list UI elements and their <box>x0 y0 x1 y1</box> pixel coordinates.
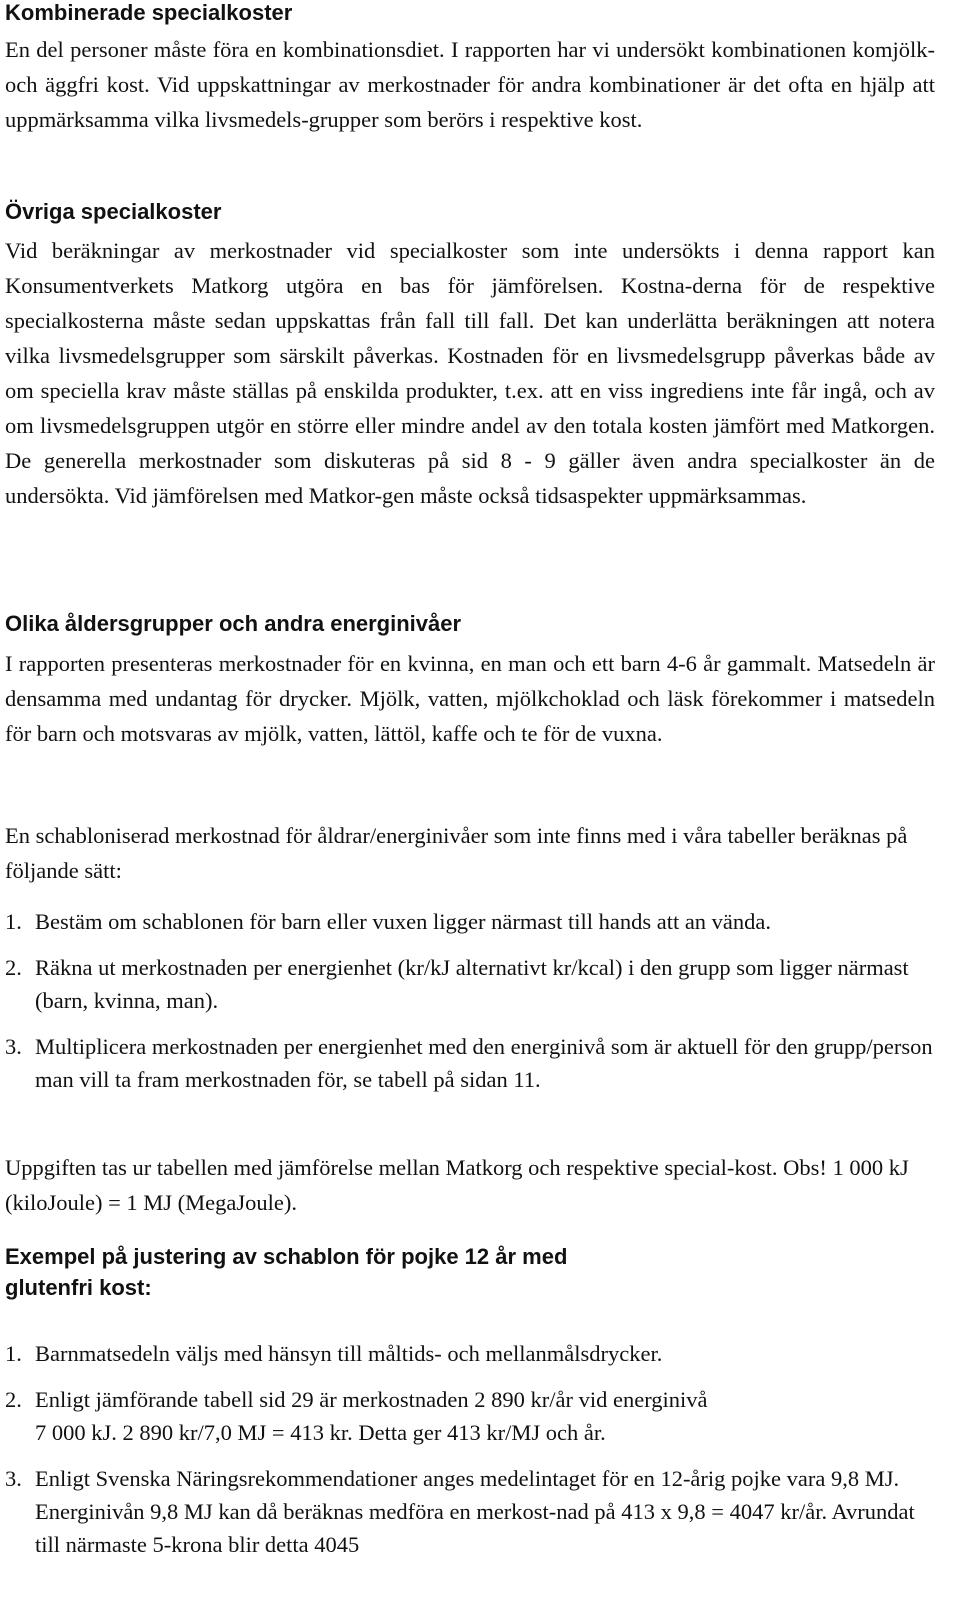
list-item-number: 2. <box>5 955 22 980</box>
list-item-number: 1. <box>5 909 22 934</box>
heading-example-line-1: Exempel på justering av schablon för pojke 12 år med <box>5 1244 568 1269</box>
list-item <box>5 905 935 938</box>
list-item-number: 3. <box>5 1034 22 1059</box>
list-item-text: Bestäm om schablonen för barn eller vuxen ligger närmast till hands att an vända. <box>35 909 772 934</box>
list-item-text: Barnmatsedeln väljs med hänsyn till måltids- och mellanmålsdrycker. <box>35 1341 663 1366</box>
heading-combined-diets: Kombinerade specialkoster <box>5 0 293 25</box>
list-item-number: 3. <box>5 1466 22 1491</box>
paragraph-schablon-method: En schabloniserad merkostnad för åldrar/energinivåer som inte finns med i våra tabeller beräknas på följande sätt: <box>5 823 908 883</box>
heading-age-groups: Olika åldersgrupper och andra energinivåer <box>5 611 462 636</box>
list-item <box>5 1383 935 1449</box>
list-item-text: Enligt Svenska Näringsrekommendationer anges medelintaget för en 12-årig pojke vara 9,8 MJ. Energinivån 9,8 MJ kan då beräknas medföra en merkost-nad på 413 x 9,8 = 4047 kr/år. Avrundat till närmaste 5-krona blir detta 4045 <box>35 1466 915 1557</box>
list-item <box>5 951 935 1017</box>
list-example-steps <box>5 1337 935 1561</box>
paragraph-table-reference: Uppgiften tas ur tabellen med jämförelse mellan Matkorg och respektive special-kost. Obs! 1 000 kJ (kiloJoule) = 1 MJ (MegaJoule). <box>5 1155 909 1215</box>
list-item-text-line-1: Enligt jämförande tabell sid 29 är merkostnaden 2 890 kr/år vid energinivå <box>35 1387 708 1412</box>
list-item-text-line-2: 7 000 kJ. 2 890 kr/7,0 MJ = 413 kr. Detta ger 413 kr/MJ och år. <box>35 1420 606 1445</box>
heading-other-diets: Övriga specialkoster <box>5 199 222 224</box>
paragraph-combined-diets: En del personer måste föra en kombinationsdiet. I rapporten har vi undersökt kombinationen komjölk- och äggfri kost. Vid uppskattningar av merkostnader för andra kombinationer är det ofta en hjälp att uppmärksamma vilka livsmedels-grupper som berörs i respektive kost. <box>5 37 935 132</box>
paragraph-age-groups-intro: I rapporten presenteras merkostnader för en kvinna, en man och ett barn 4-6 år gammalt. Matsedeln är densamma med undantag för drycker. Mjölk, vatten, mjölkchoklad och läsk förekommer i matsedeln för barn och motsvaras av mjölk, vatten, lättöl, kaffe och te för de vuxna. <box>5 651 935 746</box>
list-item-number: 1. <box>5 1341 22 1366</box>
list-item-text: Räkna ut merkostnaden per energienhet (kr/kJ alternativt kr/kcal) i den grupp som ligger närmast (barn, kvinna, man). <box>35 955 909 1013</box>
list-schablon-steps <box>5 905 935 1096</box>
list-item <box>5 1337 935 1370</box>
list-item-number: 2. <box>5 1387 22 1412</box>
list-item-text: Multiplicera merkostnaden per energienhet med den energinivå som är aktuell för den grupp/person man vill ta fram merkostnaden för, se tabell på sidan 11. <box>35 1034 933 1092</box>
list-item <box>5 1462 935 1561</box>
list-item <box>5 1030 935 1096</box>
paragraph-other-diets: Vid beräkningar av merkostnader vid specialkoster som inte undersökts i denna rapport kan Konsumentverkets Matkorg utgöra en bas för jämförelsen. Kostna-derna för de respektive specialkosterna måste sedan uppskattas från fall till fall. Det kan underlätta beräkningen att notera vilka livsmedelsgrupper som särskilt påverkas. Kostnaden för en livsmedelsgrupp påverkas både av om speciella krav måste ställas på enskilda produkter, t.ex. att en viss ingrediens inte får ingå, och av om livsmedelsgruppen utgör en större eller mindre andel av den totala kosten jämfört med Matkorgen. De generella merkostnader som diskuteras på sid 8 - 9 gäller även andra specialkoster än de undersökta. Vid jämförelsen med Matkor-gen måste också tidsaspekter uppmärksammas. <box>5 238 935 508</box>
heading-example-line-2: glutenfri kost: <box>5 1275 152 1300</box>
